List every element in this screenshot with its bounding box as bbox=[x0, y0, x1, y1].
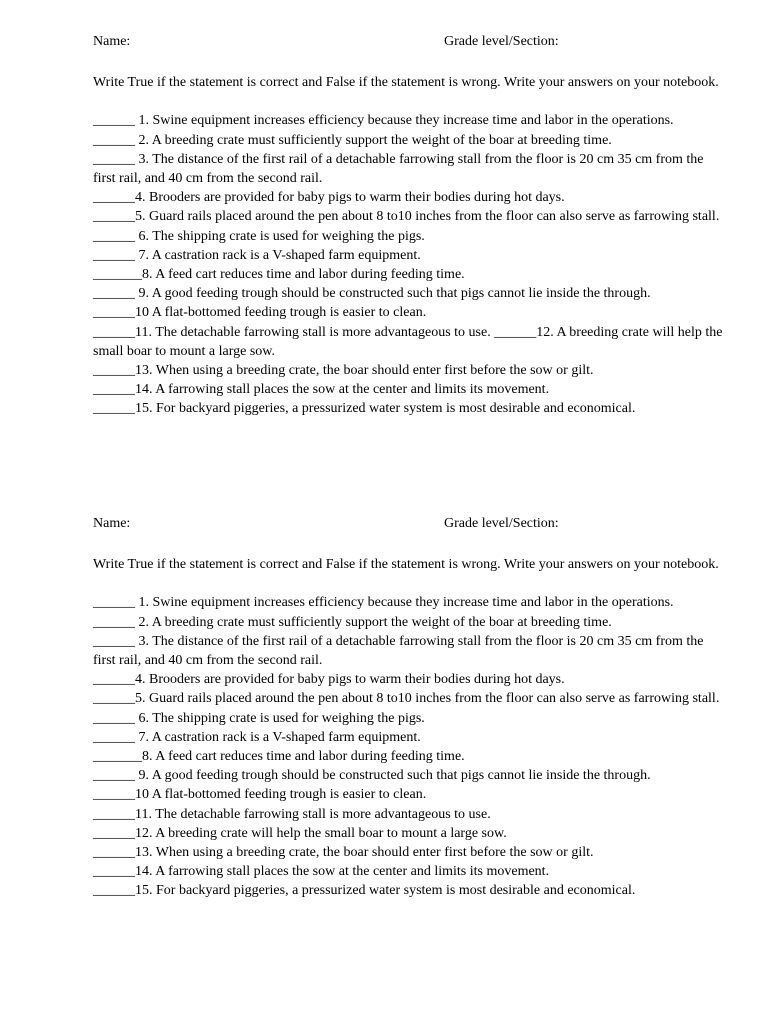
question-item: ______ 6. The shipping crate is used for weighing the pigs. bbox=[93, 228, 425, 244]
question-item: ______10 A flat-bottomed feeding trough is easier to clean. bbox=[93, 305, 427, 321]
question-item: _______8. A feed cart reduces time and labor during feeding time. bbox=[93, 749, 465, 765]
question-item: ______11. The detachable farrowing stall is more advantageous to use. bbox=[93, 806, 491, 822]
worksheet-1 bbox=[93, 34, 725, 419]
question-item: ______4. Brooders are provided for baby pigs to warm their bodies during hot days. bbox=[93, 672, 565, 688]
question-item: ______15. For backyard piggeries, a pressurized water system is most desirable and economical. bbox=[93, 401, 636, 417]
question-item: ______15. For backyard piggeries, a pressurized water system is most desirable and economical. bbox=[93, 883, 636, 899]
grade-section-label: Grade level/Section: bbox=[444, 516, 559, 531]
question-item: ______5. Guard rails placed around the pen about 8 to10 inches from the floor can also serve as farrowing stall. bbox=[93, 691, 720, 707]
question-item: ______ 1. Swine equipment increases efficiency because they increase time and labor in the operations. bbox=[93, 595, 674, 611]
question-item: ______ 7. A castration rack is a V-shaped farm equipment. bbox=[93, 729, 421, 745]
question-item: ______4. Brooders are provided for baby pigs to warm their bodies during hot days. bbox=[93, 190, 565, 206]
question-item: ______5. Guard rails placed around the pen about 8 to10 inches from the floor can also serve as farrowing stall. bbox=[93, 209, 720, 225]
question-item: ______13. When using a breeding crate, the boar should enter first before the sow or gilt. bbox=[93, 845, 594, 861]
instructions: Write True if the statement is correct and False if the statement is wrong. Write your answers on your notebook. bbox=[93, 75, 719, 90]
question-list bbox=[93, 111, 725, 418]
grade-section-label: Grade level/Section: bbox=[444, 34, 559, 49]
question-item: ______ 6. The shipping crate is used for weighing the pigs. bbox=[93, 710, 425, 726]
question-item: ______ 9. A good feeding trough should be constructed such that pigs cannot lie inside the through. bbox=[93, 286, 651, 302]
question-item: ______13. When using a breeding crate, the boar should enter first before the sow or gilt. bbox=[93, 363, 594, 379]
name-label: Name: bbox=[93, 516, 131, 531]
question-item: ______11. The detachable farrowing stall is more advantageous to use. ______12. A breeding crate will help the small boar to mount a large sow. bbox=[93, 324, 723, 359]
name-label: Name: bbox=[93, 34, 131, 49]
question-item: ______14. A farrowing stall places the sow at the center and limits its movement. bbox=[93, 864, 550, 880]
question-list bbox=[93, 593, 725, 900]
question-item: _______8. A feed cart reduces time and labor during feeding time. bbox=[93, 267, 465, 283]
question-item: ______ 2. A breeding crate must sufficiently support the weight of the boar at breeding time. bbox=[93, 132, 612, 148]
question-item: ______14. A farrowing stall places the sow at the center and limits its movement. bbox=[93, 382, 550, 398]
question-item: ______ 3. The distance of the first rail of a detachable farrowing stall from the floor is 20 cm 35 cm from the first rail, and 40 cm from the second rail. bbox=[93, 151, 704, 187]
question-item: ______12. A breeding crate will help the small boar to mount a large sow. bbox=[93, 825, 507, 841]
question-item: ______ 9. A good feeding trough should be constructed such that pigs cannot lie inside the through. bbox=[93, 768, 651, 784]
question-item: ______ 3. The distance of the first rail of a detachable farrowing stall from the floor is 20 cm 35 cm from the first rail, and 40 cm from the second rail. bbox=[93, 633, 704, 669]
worksheet-header bbox=[93, 34, 725, 53]
question-item: ______ 1. Swine equipment increases efficiency because they increase time and labor in the operations. bbox=[93, 113, 674, 129]
question-item: ______ 2. A breeding crate must sufficiently support the weight of the boar at breeding time. bbox=[93, 614, 612, 630]
question-item: ______10 A flat-bottomed feeding trough is easier to clean. bbox=[93, 787, 427, 803]
instructions: Write True if the statement is correct and False if the statement is wrong. Write your answers on your notebook. bbox=[93, 557, 719, 572]
worksheet-header bbox=[93, 516, 725, 535]
question-item: ______ 7. A castration rack is a V-shaped farm equipment. bbox=[93, 247, 421, 263]
worksheet-2 bbox=[93, 516, 725, 901]
